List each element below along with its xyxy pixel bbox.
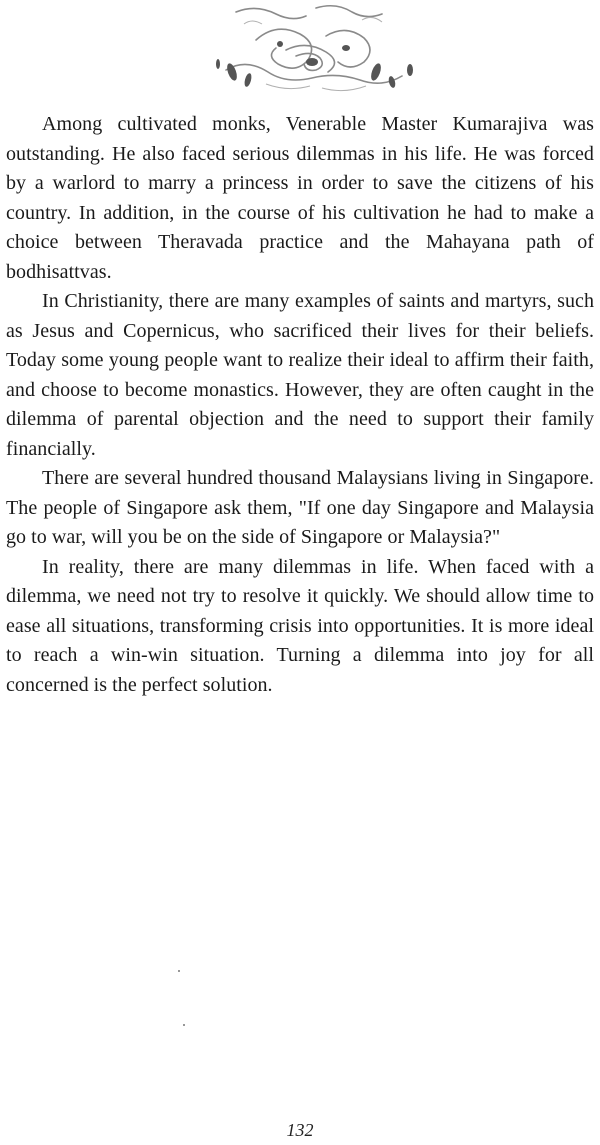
- page-number: 132: [286, 1120, 314, 1140]
- paragraph-singapore: There are several hundred thousand Malaysians living in Singapore. The people of Singapore ask them, "If one day Singapore and Malaysia go to war, will you be on the side of Singapore or Malaysia?": [6, 467, 594, 548]
- scan-speck: [178, 970, 180, 972]
- paragraph-dilemmas-in-life: In reality, there are many dilemmas in life. When faced with a dilemma, we need not try to resolve it quickly. We should allow time to ease all situations, transforming crisis into opportunities. It is more ideal to reach a win-win situation. Turning a dilemma into joy for all concerned is the perfect solution.: [6, 555, 594, 696]
- floral-ornament-icon: [196, 0, 428, 96]
- paragraph-christianity: In Christianity, there are many examples of saints and martyrs, such as Jesus and Copernicus, who sacrificed their lives for their beliefs. Today some young people want to realize their ideal to affirm their faith, and choose to become monastics. However, they are often caught in the dilemma of parental objection and the need to support their family financially.: [6, 290, 594, 460]
- body-text: [6, 110, 594, 700]
- scan-speck: [183, 1024, 185, 1026]
- paragraph-kumarajiva: Among cultivated monks, Venerable Master Kumarajiva was outstanding. He also faced serious dilemmas in his life. He was forced by a warlord to marry a princess in order to save the citizens of his country. In addition, in the course of his cultivation he had to make a choice between Theravada practice and the Mahayana path of bodhisattvas.: [6, 113, 594, 283]
